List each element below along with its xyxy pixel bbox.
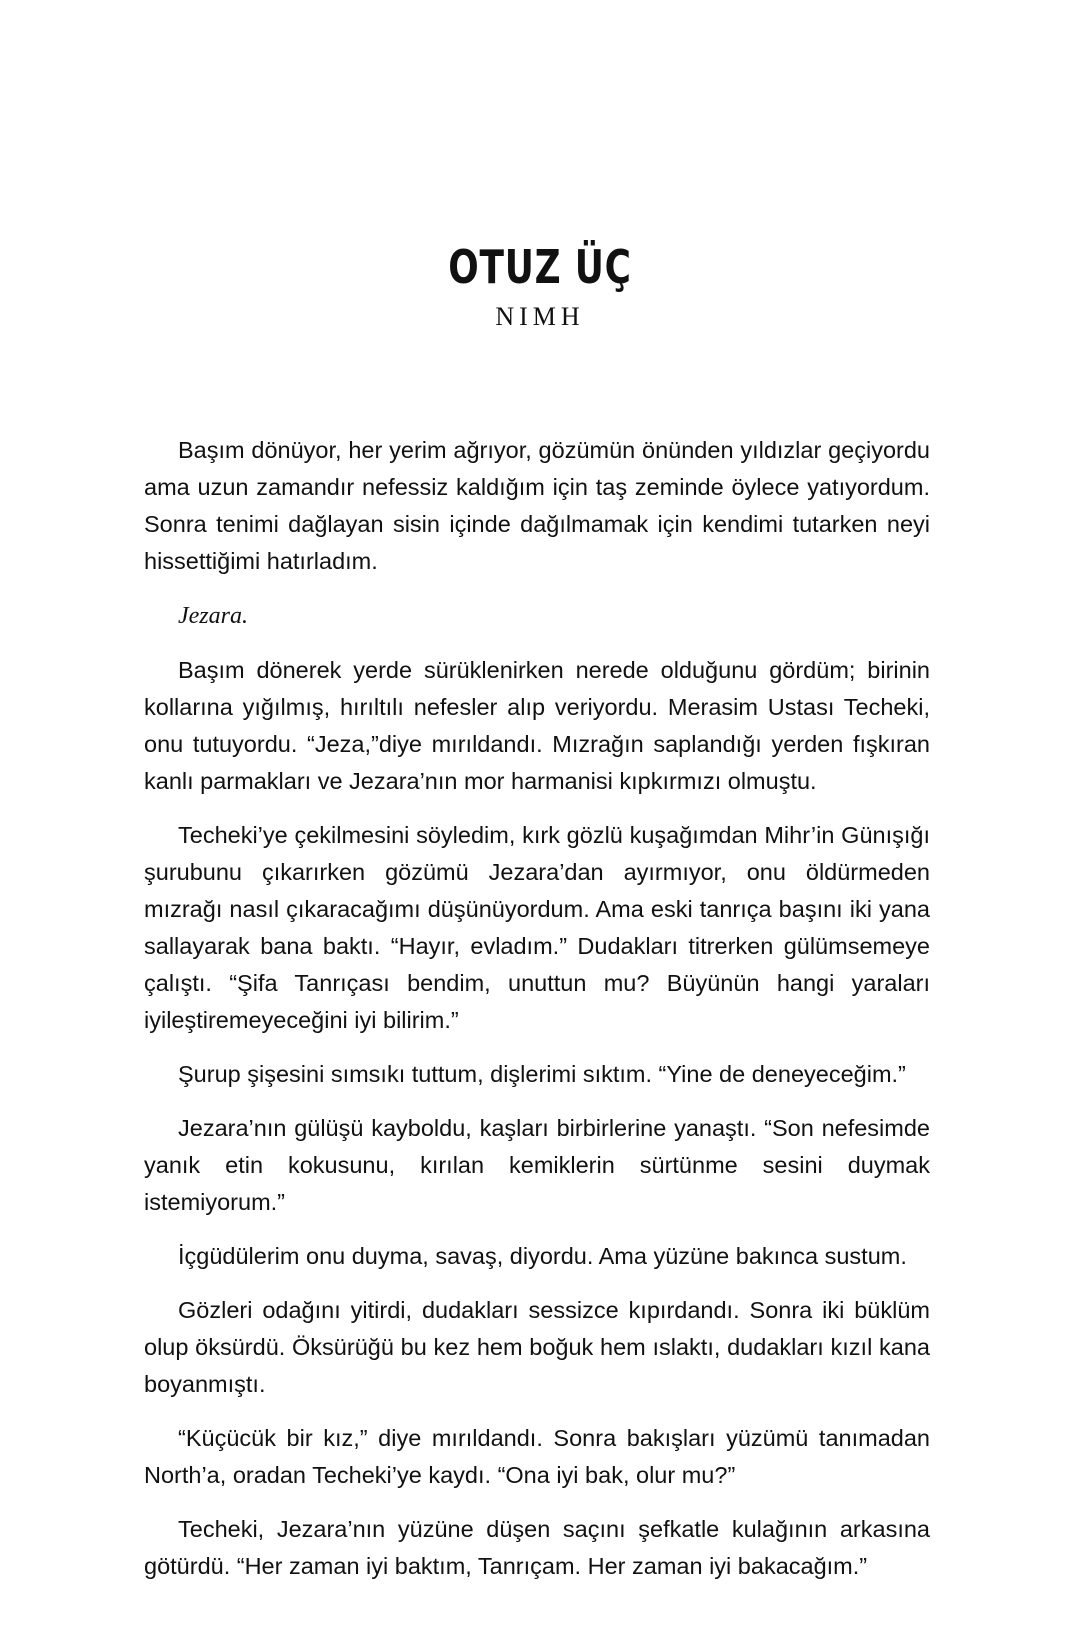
paragraph: Başım dönüyor, her yerim ağrıyor, gözümün önünden yıldızlar geçiyordu ama uzun zamandır nefessiz kaldığım için taş zeminde öylece yatıyordum. Sonra tenimi dağlayan sisin içinde dağılmamak için kendimi tutarken neyi hissettiğimi hatırladım. [144,437,930,574]
paragraph: Techeki, Jezara’nın yüzüne düşen saçını şefkatle kulağının arkasına götürdü. “Her zaman iyi baktım, Tanrıçam. Her zaman iyi bakacağım.” [144,1516,930,1579]
paragraph: İçgüdülerim onu duyma, savaş, diyordu. Ama yüzüne bakınca sustum. [178,1243,907,1269]
italic-name: Jezara. [178,603,248,629]
paragraph: Şurup şişesini sımsıkı tuttum, dişlerimi sıktım. “Yine de deneyeceğim.” [178,1061,906,1087]
paragraph: Gözleri odağını yitirdi, dudakları sessizce kıpırdandı. Sonra iki büklüm olup öksürdü. Öksürüğü bu kez hem boğuk hem ıslaktı, dudakları kızıl kana boyanmıştı. [144,1297,930,1397]
paragraph: Techeki’ye çekilmesini söyledim, kırk gözlü kuşağımdan Mihr’in Günışığı şurubunu çıkarırken gözümü Jezara’dan ayırmıyor, onu öldürmeden mızrağı nasıl çıkaracağımı düşünüyordum. Ama eski tanrıça başını iki yana sallayarak bana baktı. “Hayır, evladım.” Dudakları titrerken gülümsemeye çalıştı. “Şifa Tanrıçası bendim, unuttun mu? Büyünün hangi yaraları iyileştiremeyeceğini iyi bilirim.” [144,822,930,1033]
paragraph: “Küçücük bir kız,” diye mırıldandı. Sonra bakışları yüzümü tanımadan North’a, oradan Techeki’ye kaydı. “Ona iyi bak, olur mu?” [144,1425,930,1488]
paragraph: Jezara’nın gülüşü kayboldu, kaşları birbirlerine yanaştı. “Son nefesimde yanık etin kokusunu, kırılan kemiklerin sürtünme sesini duymak istemiyorum.” [144,1115,930,1215]
paragraph: Başım dönerek yerde sürüklenirken nerede olduğunu gördüm; birinin kollarına yığılmış, hırıltılı nefesler alıp veriyordu. Merasim Ustası Techeki, onu tutuyordu. “Jeza,”diye mırıldandı. Mızrağın saplandığı yerden fışkıran kanlı parmakları ve Jezara’nın mor harmanisi kıpkırmızı olmuştu. [144,657,930,794]
paragraph-italic [144,597,930,635]
chapter-body [144,432,930,1602]
chapter-title: OTUZ ÜÇ [448,240,632,294]
chapter-subtitle: NIMH [495,302,585,331]
